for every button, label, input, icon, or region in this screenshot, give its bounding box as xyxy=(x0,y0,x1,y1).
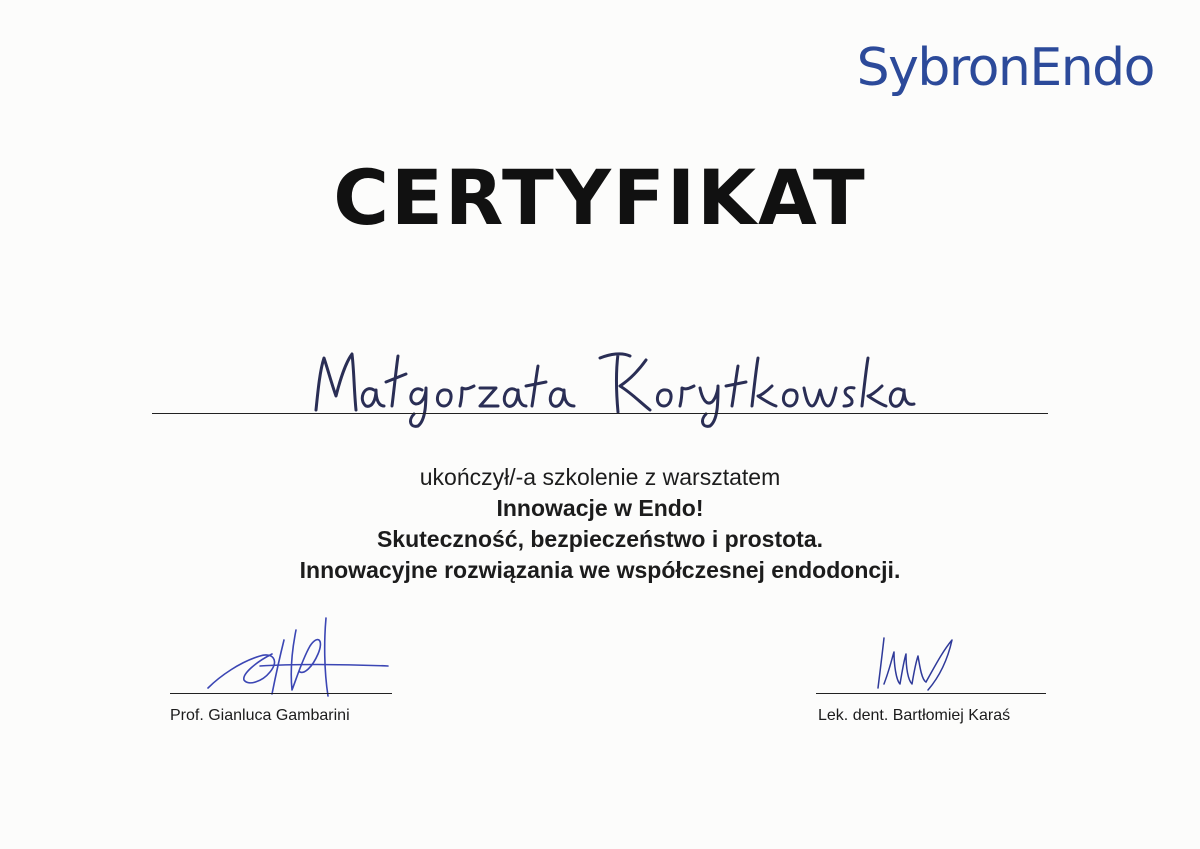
signature-right-graphic xyxy=(872,628,962,692)
course-title-line-3: Innowacyjne rozwiązania we współczesnej endodoncji. xyxy=(299,557,901,583)
signature-left xyxy=(200,610,400,700)
course-title-line-1: Innowacje w Endo! xyxy=(496,495,704,521)
certificate-title: CERTYFIKAT xyxy=(333,153,867,242)
recipient-name-line xyxy=(152,413,1048,414)
certificate-body xyxy=(0,462,1200,586)
sybronendo-logo: SybronEndo xyxy=(856,38,1154,98)
completion-statement: ukończył/-a szkolenie z warsztatem xyxy=(419,464,781,490)
signature-left-graphic xyxy=(200,610,400,700)
signatory-left-name: Prof. Gianluca Gambarini xyxy=(170,707,350,724)
course-title-line-2: Skuteczność, bezpieczeństwo i prostota. xyxy=(376,526,824,552)
signature-line-right xyxy=(816,693,1046,694)
recipient-name-handwriting xyxy=(300,340,920,430)
signature-right xyxy=(872,628,962,692)
signature-line-left xyxy=(170,693,392,694)
handwritten-name-graphic xyxy=(300,340,920,430)
signatory-right-name: Lek. dent. Bartłomiej Karaś xyxy=(818,707,1011,724)
